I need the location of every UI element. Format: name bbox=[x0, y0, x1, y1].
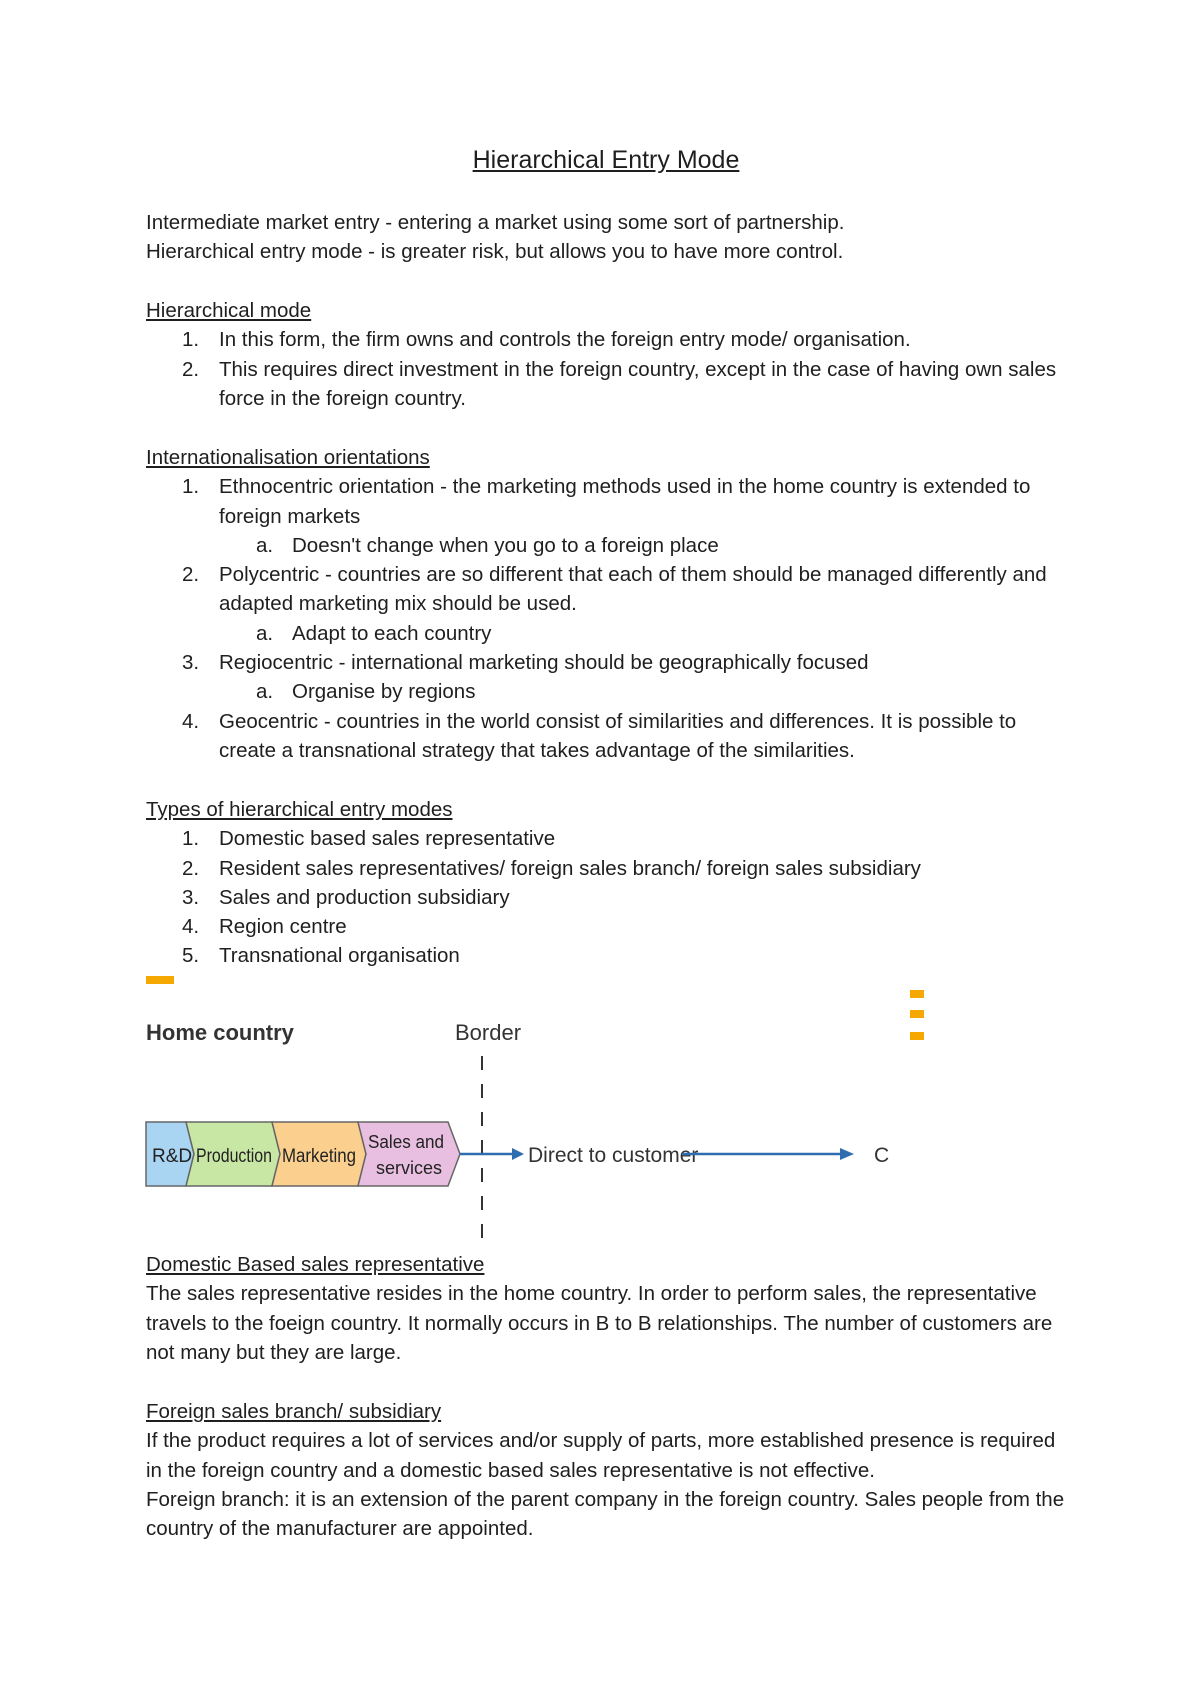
list-item-text: Transnational organisation bbox=[219, 944, 460, 968]
list-marker: 3. bbox=[182, 651, 200, 675]
list-marker: a. bbox=[256, 533, 274, 557]
list-marker: 2. bbox=[182, 357, 200, 381]
diagram-svg bbox=[140, 976, 940, 1238]
sub-list bbox=[146, 677, 1066, 706]
types-section bbox=[146, 795, 1066, 971]
paragraph: The sales representative resides in the home country. In order to perform sales, the representative travels to the foeign country. It normally occurs in B to B relationships. The number of customers are not many but they are large. bbox=[146, 1282, 1053, 1364]
sub-list-item bbox=[146, 677, 1066, 706]
list-item bbox=[146, 883, 1066, 912]
list-item bbox=[146, 560, 1066, 648]
hierarchical-mode-section bbox=[146, 296, 1066, 413]
list-item-text: In this form, the firm owns and controls the foreign entry mode/ organisation. bbox=[219, 328, 911, 352]
list-item bbox=[146, 325, 1066, 354]
sub-item-text: Organise by regions bbox=[292, 680, 476, 704]
sub-list bbox=[146, 531, 1066, 560]
chain-label-services: services bbox=[376, 1158, 443, 1178]
foreign-branch-section bbox=[146, 1397, 1066, 1543]
list-marker: 4. bbox=[182, 709, 200, 733]
paragraph: Foreign branch: it is an extension of the parent company in the foreign country. Sales people from the country of the manufacturer are appointed. bbox=[146, 1487, 1065, 1541]
border-label: Border bbox=[455, 1020, 522, 1045]
list-item bbox=[146, 355, 1066, 414]
list-item-text: Polycentric - countries are so different that each of them should be managed differently and adapted marketing mix should be used. bbox=[219, 563, 1047, 616]
sub-list bbox=[146, 619, 1066, 648]
arrow-head bbox=[512, 1148, 524, 1160]
intro-line-2: Hierarchical entry mode - is greater risk, but allows you to have more control. bbox=[146, 240, 844, 264]
home-country-label: Home country bbox=[146, 1020, 294, 1045]
list-marker: a. bbox=[256, 621, 274, 645]
numbered-list bbox=[146, 472, 1066, 765]
list-marker: 1. bbox=[182, 827, 200, 851]
entry-mode-diagram bbox=[140, 976, 940, 1238]
numbered-list bbox=[146, 824, 1066, 970]
list-marker: 5. bbox=[182, 944, 200, 968]
accent-square bbox=[910, 990, 924, 998]
list-item-text: Resident sales representatives/ foreign sales branch/ foreign sales subsidiary bbox=[219, 856, 921, 880]
arrow-head bbox=[840, 1148, 854, 1160]
intro-line-1: Intermediate market entry - entering a market using some sort of partnership. bbox=[146, 211, 845, 234]
list-item-text: This requires direct investment in the foreign country, except in the case of having own sales force in the foreign country. bbox=[219, 357, 1057, 410]
sub-list-item bbox=[146, 531, 1066, 560]
paragraph: If the product requires a lot of services and/or supply of parts, more established presence is required in the foreign country and a domestic based sales representative is not effective. bbox=[146, 1429, 1056, 1482]
list-item bbox=[146, 648, 1066, 707]
list-item-text: Regiocentric - international marketing should be geographically focused bbox=[219, 651, 869, 675]
chain-label-marketing: Marketing bbox=[282, 1146, 356, 1167]
page-title: Hierarchical Entry Mode bbox=[472, 146, 740, 174]
list-marker: 1. bbox=[182, 328, 200, 352]
list-item bbox=[146, 854, 1066, 883]
accent-bar bbox=[146, 976, 174, 984]
section-heading: Hierarchical mode bbox=[146, 299, 312, 322]
list-item bbox=[146, 941, 1066, 970]
list-marker: 3. bbox=[182, 885, 200, 909]
list-item-text: Sales and production subsidiary bbox=[219, 885, 510, 909]
intro-block bbox=[146, 208, 1066, 267]
list-item bbox=[146, 824, 1066, 853]
list-item-text: Region centre bbox=[219, 915, 347, 939]
section-heading: Domestic Based sales representative bbox=[146, 1253, 485, 1276]
list-marker: 2. bbox=[182, 856, 200, 880]
chain-label-rd: R&D bbox=[152, 1146, 193, 1167]
accent-square bbox=[910, 1032, 924, 1040]
list-marker: a. bbox=[256, 680, 274, 704]
customer-label: C bbox=[874, 1144, 890, 1167]
orientations-section bbox=[146, 443, 1066, 765]
accent-square bbox=[910, 1010, 924, 1018]
chain-label-production: Production bbox=[196, 1146, 272, 1167]
sub-item-text: Doesn't change when you go to a foreign place bbox=[292, 533, 719, 557]
domestic-based-section bbox=[146, 1250, 1066, 1367]
numbered-list bbox=[146, 325, 1066, 413]
section-heading: Internationalisation orientations bbox=[146, 446, 430, 469]
section-heading: Foreign sales branch/ subsidiary bbox=[146, 1400, 442, 1423]
sub-item-text: Adapt to each country bbox=[292, 621, 492, 645]
list-item bbox=[146, 472, 1066, 560]
list-marker: 2. bbox=[182, 563, 200, 587]
list-item-text: Geocentric - countries in the world consist of similarities and differences. It is possible to create a transnational strategy that takes advantage of the similarities. bbox=[219, 709, 1017, 762]
sub-list-item bbox=[146, 619, 1066, 648]
list-item-text: Domestic based sales representative bbox=[219, 827, 556, 851]
list-marker: 1. bbox=[182, 475, 200, 499]
list-item-text: Ethnocentric orientation - the marketing methods used in the home country is extended to foreign markets bbox=[219, 475, 1031, 528]
list-marker: 4. bbox=[182, 915, 200, 939]
chain-label-sales: Sales and bbox=[368, 1132, 444, 1152]
section-heading: Types of hierarchical entry modes bbox=[146, 798, 453, 821]
list-item bbox=[146, 707, 1066, 766]
direct-to-customer-label: Direct to customer bbox=[528, 1144, 699, 1167]
list-item bbox=[146, 912, 1066, 941]
